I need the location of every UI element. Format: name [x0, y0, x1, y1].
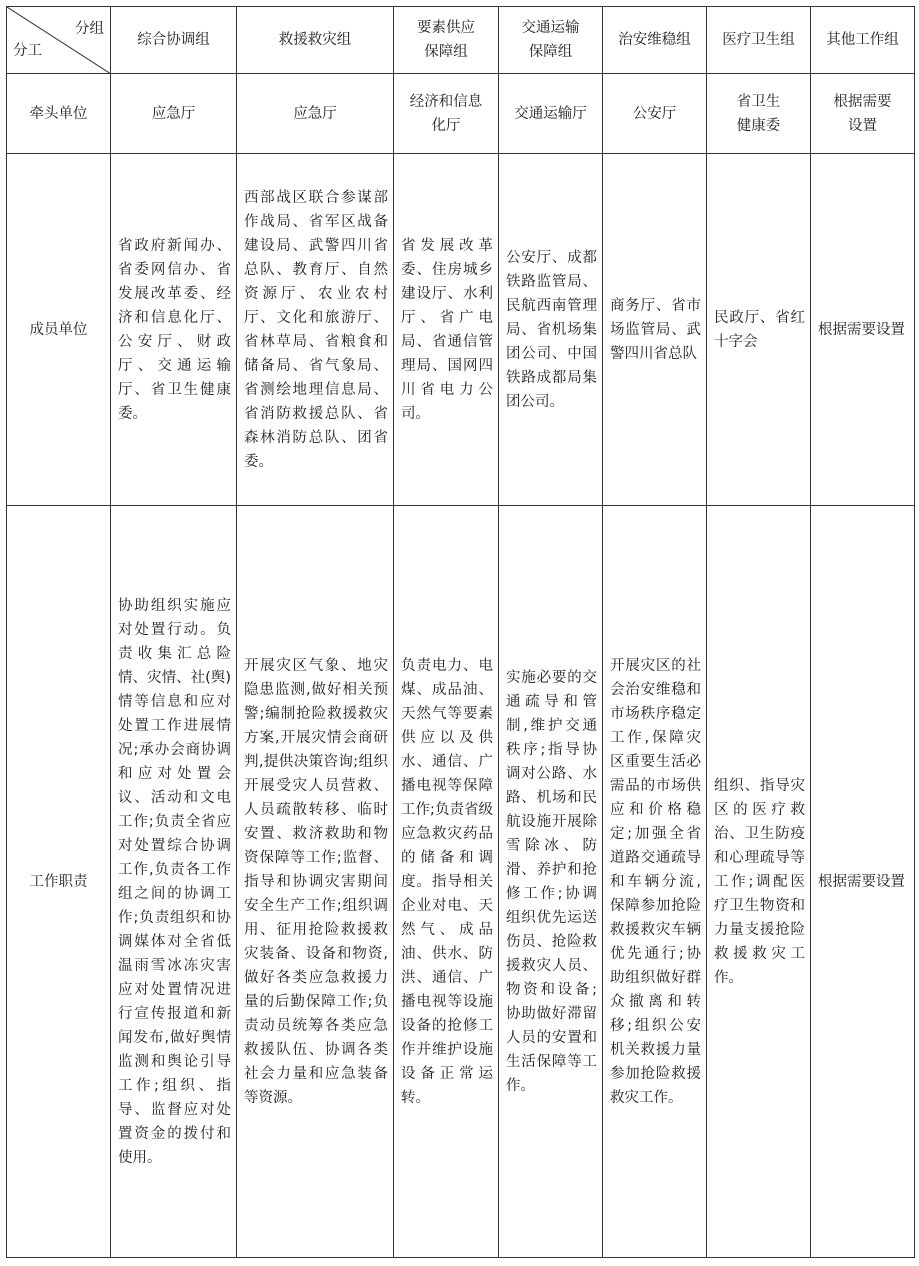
row-label-members: 成员单位	[7, 154, 111, 506]
members-cell: 省政府新闻办、省委网信办、省发展改革委、经济和信息化厅、公安厅、财政厅、交通运输厅、省卫生健康委。	[111, 154, 237, 506]
members-cell: 根据需要设置	[811, 154, 915, 506]
lead-cell: 经济和信息 化厅	[394, 74, 499, 154]
members-cell: 商务厅、省市场监管局、武警四川省总队	[603, 154, 707, 506]
corner-group-label: 分组	[75, 21, 104, 37]
duties-cell: 实施必要的交通疏导和管制,维护交通秩序;指导协调对公路、水路、机场和民航设施开展除雪除冰、防滑、养护和抢修工作;协调组织优先运送伤员、抢险救援救灾人员、物资和设备;协助做好滞留人员的安置和生活保障等工作。	[499, 506, 603, 1258]
group-header-coordination: 综合协调组	[111, 7, 237, 74]
member-unit-row	[7, 154, 915, 506]
duties-cell: 协助组织实施应对处置行动。负责收集汇总险情、灾情、社(舆)情等信息和应对处置工作进展情况;承办会商协调和应对处置会议、活动和文电工作;负责全省应对处置综合协调工作,负责各工作组之间的协调工作;负责组织和协调媒体对全省低温雨雪冰冻灾害应对处置情况进行宣传报道和新闻发布,做好舆情监测和舆论引导工作;组织、指导、监督应对处置资金的拨付和使用。	[111, 506, 237, 1258]
lead-cell: 根据需要 设置	[811, 74, 915, 154]
lead-cell: 公安厅	[603, 74, 707, 154]
group-header-security: 治安维稳组	[603, 7, 707, 74]
lead-cell: 应急厅	[111, 74, 237, 154]
group-header-supply: 要素供应 保障组	[394, 7, 499, 74]
duties-cell: 开展灾区气象、地灾隐患监测,做好相关预警;编制抢险救援救灾方案,开展灾情会商研判,提供决策咨询;组织开展受灾人员营救、人员疏散转移、临时安置、救济救助和物资保障等工作;监督、指导和协调灾害期间安全生产工作;组织调用、征用抢险救援救灾装备、设备和物资,做好各类应急救援力量的后勤保障工作;负责动员统筹各类应急救援队伍、协调各类社会力量和应急装备等资源。	[237, 506, 394, 1258]
header-row	[7, 7, 915, 74]
group-header-other: 其他工作组	[811, 7, 915, 74]
division-of-labor-table	[6, 6, 915, 1258]
lead-unit-row	[7, 74, 915, 154]
lead-cell: 省卫生 健康委	[707, 74, 811, 154]
group-header-transport: 交通运输 保障组	[499, 7, 603, 74]
members-cell: 公安厅、成都铁路监管局、民航西南管理局、省机场集团公司、中国铁路成都局集团公司。	[499, 154, 603, 506]
members-cell: 民政厅、省红十字会	[707, 154, 811, 506]
duties-cell: 根据需要设置	[811, 506, 915, 1258]
lead-cell: 应急厅	[237, 74, 394, 154]
duties-cell: 组织、指导灾区的医疗救治、卫生防疫和心理疏导等工作;调配医疗卫生物资和力量支援抢险救援救灾工作。	[707, 506, 811, 1258]
group-header-medical: 医疗卫生组	[707, 7, 811, 74]
row-label-duties: 工作职责	[7, 506, 111, 1258]
duties-cell: 开展灾区的社会治安维稳和市场秩序稳定工作,保障灾区重要生活必需品的市场供应和价格稳定;加强全省道路交通疏导和车辆分流,保障参加抢险救援救灾车辆优先通行;协助组织做好群众撤离和转移;组织公安机关救援力量参加抢险救援救灾工作。	[603, 506, 707, 1258]
group-header-rescue: 救援救灾组	[237, 7, 394, 74]
members-cell: 省发展改革委、住房城乡建设厅、水利厅、省广电局、省通信管理局、国网四川省电力公司。	[394, 154, 499, 506]
row-label-lead: 牵头单位	[7, 74, 111, 154]
diagonal-corner-cell	[7, 7, 111, 74]
lead-cell: 交通运输厅	[499, 74, 603, 154]
corner-division-label: 分工	[13, 43, 42, 59]
duties-cell: 负责电力、电煤、成品油、天然气等要素供应以及供水、通信、广播电视等保障工作;负责省级应急救灾药品的储备和调度。指导相关企业对电、天然气、成品油、供水、防洪、通信、广播电视等设施设备的抢修工作并维护设施设备正常运转。	[394, 506, 499, 1258]
duties-row	[7, 506, 915, 1258]
members-cell: 西部战区联合参谋部作战局、省军区战备建设局、武警四川省总队、教育厅、自然资源厅、农业农村厅、文化和旅游厅、省林草局、省粮食和储备局、省气象局、省测绘地理信息局、省消防救援总队、省森林消防总队、团省委。	[237, 154, 394, 506]
